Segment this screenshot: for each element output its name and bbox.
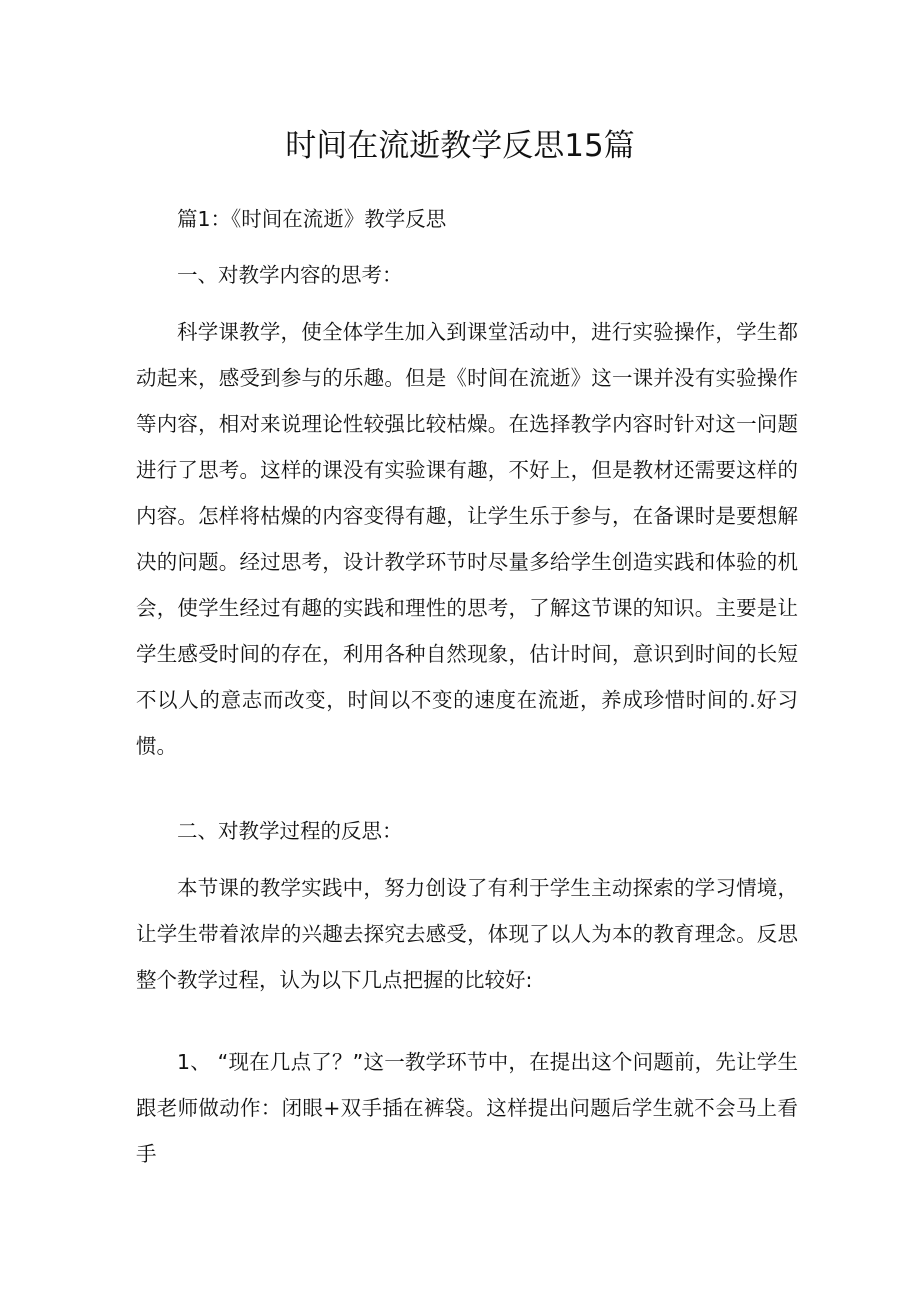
paragraph-point-1: 1、 “现在几点了？”这一教学环节中，在提出这个问题前，先让学生跟老师做动作：闭眼+双手插在裤袋。这样提出问题后学生就不会马上看手 bbox=[136, 1050, 798, 1166]
section-heading-process: 二、对教学过程的反思： bbox=[177, 819, 403, 843]
paragraph-content-reflection: 科学课教学，使全体学生加入到课堂活动中，进行实验操作，学生都动起来，感受到参与的乐趣。但是《时间在流逝》这一课并没有实验操作等内容，相对来说理论性较强比较枯燥。在选择教学内容时针对这一问题进行了思考。这样的课没有实验课有趣，不好上，但是教材还需要这样的内容。怎样将枯燥的内容变得有趣，让学生乐于参与，在备课时是要想解决的问题。经过思考，设计教学环节时尽量多给学生创造实践和体验的机会，使学生经过有趣的实践和理性的思考，了解这节课的知识。主要是让学生感受时间的存在，利用各种自然现象，估计时间，意识到时间的长短不以人的意志而改变，时间以不变的速度在流逝，养成珍惜时间的.好习惯。 bbox=[136, 320, 798, 758]
paragraph-process-reflection: 本节课的教学实践中，努力创设了有利于学生主动探索的学习情境，让学生带着浓岸的兴趣去探究去感受，体现了以人为本的教育理念。反思整个教学过程，认为以下几点把握的比较好: bbox=[136, 876, 798, 992]
article-heading: 篇1：《时间在流逝》教学反思 bbox=[177, 207, 447, 231]
document-title: 时间在流逝教学反思15篇 bbox=[285, 128, 635, 164]
section-heading-content: 一、对教学内容的思考： bbox=[177, 263, 403, 287]
